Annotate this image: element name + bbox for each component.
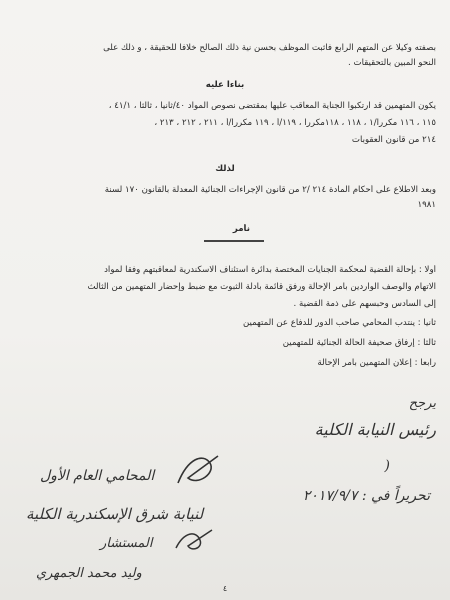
section-heading-we-order: نأمر (232, 224, 250, 234)
handwritten-head-prosecution: رئيس النيابة الكلية (314, 420, 436, 439)
page-number: ٤ (222, 584, 228, 593)
body-line-article-1: وبعد الاطلاع على أحكام المادة ٢١٤ /٢ من قانون الإجراءات الجنائية المعدلة بالقانون ١٧٠ لسنة (104, 185, 436, 195)
handwritten-prosecution-office: لنيابة شرق الإسكندرية الكلية (26, 505, 204, 523)
handwritten-name: وليد محمد الجمهري (36, 566, 142, 581)
body-line-charges-3: ٢١٤ من قانون العقوبات (351, 135, 436, 145)
handwritten-counselor: المستشار (100, 536, 153, 551)
order-second: ثانيا : ينتدب المحامي صاحب الدور للدفاع عن المتهمين (242, 318, 436, 328)
heading-underline (204, 240, 264, 242)
body-line-2: النحو المبين بالتحقيقات . (348, 58, 436, 68)
signature-mark-center (168, 448, 228, 493)
handwritten-bracket: ( (384, 458, 390, 474)
body-line-charges-2: ١١٥ ، ١١٦ مكررا/١ ، ١١٨ ، ١١٨مكررا ، ١١٩/أ ، ١١٩ مكررا/أ ، ٢١١ ، ٢١٢ ، ٢١٣ ، (154, 118, 436, 128)
order-first-line-3: إلى السادس وحبسهم على ذمة القضية . (293, 299, 436, 309)
order-first-line-2: الاتهام والوصف الواردين بأمر الإحالة ورفق قائمة بأدلة الثبوت مع ضبط وإحضار المتهمين من الثالث (87, 282, 436, 292)
body-line-1: بصفته وكيلا عن المتهم الرابع فاثبت الموظف بحسن نية ذلك الصالح خلافا للحقيقة ، و ذلك على (103, 43, 436, 53)
order-first-line-1: أولا : بإحالة القضية لمحكمة الجنايات المختصة بدائرة استئناف الاسكندرية لمعاقبتهم وفقا لمواد (104, 265, 436, 275)
section-heading-accordingly: بناءا عليه (205, 80, 245, 90)
order-third: ثالثا : إرفاق صحيفة الحالة الجنائية للمتهمين (282, 338, 436, 348)
signature-mark-counselor (170, 526, 218, 556)
order-fourth: رابعا : إعلان المتهمين بأمر الإحالة (317, 358, 436, 368)
section-heading-therefore: لذلك (215, 164, 235, 174)
body-line-article-2: ١٩٨١ (417, 200, 436, 210)
body-line-charges-1: يكون المتهمين قد ارتكبوا الجناية المعاقب عليها بمقتضى نصوص المواد ٤٠/ثانيا ، ثالثا ، ٤١/١ ، (108, 101, 436, 111)
handwritten-approved: يرجح (408, 396, 436, 411)
handwritten-attorney-general: المحامي العام الأول (40, 468, 155, 484)
handwritten-date: تحريراً في : ٢٠١٧/٩/٧ (302, 488, 430, 504)
